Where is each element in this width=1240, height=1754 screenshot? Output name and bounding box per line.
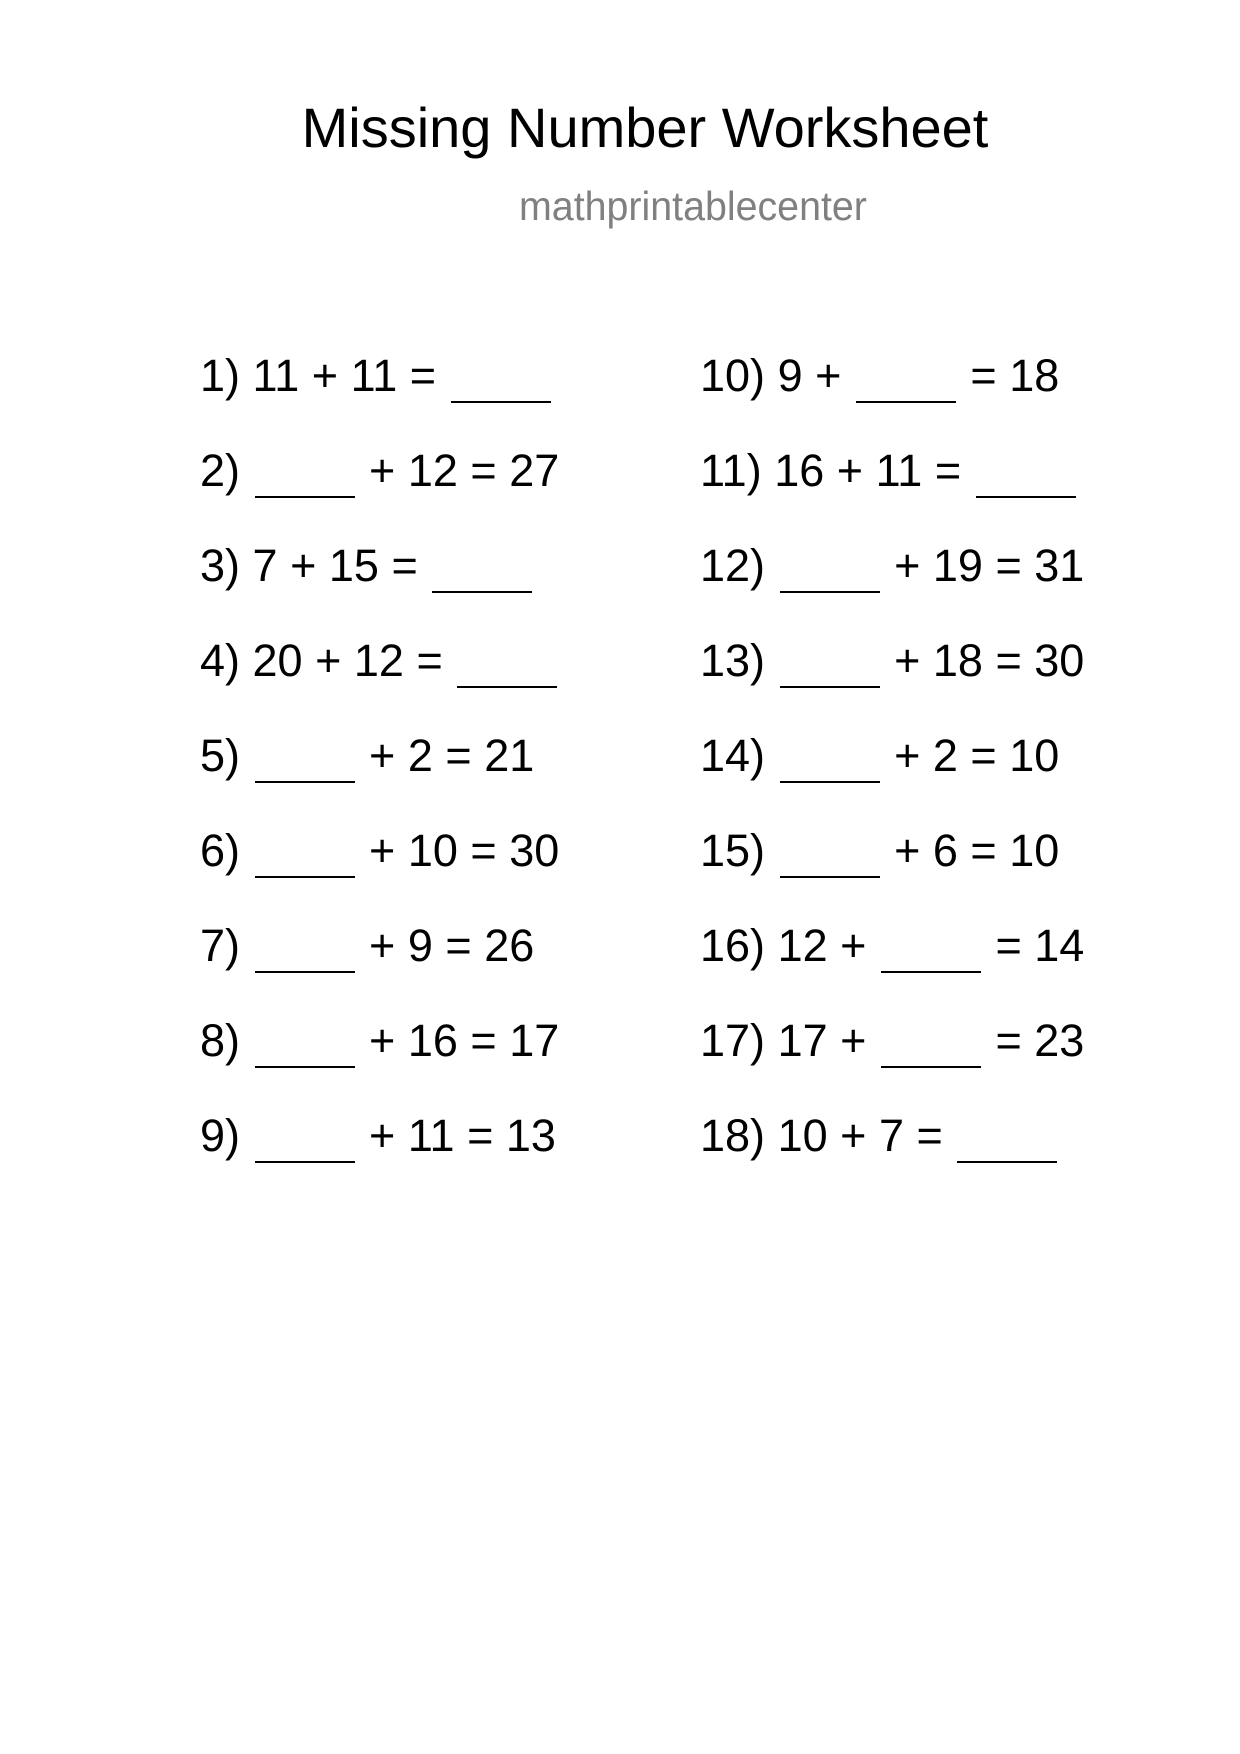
answer-blank[interactable] — [255, 781, 355, 783]
result-value: 26 — [484, 920, 535, 971]
worksheet-subtitle: mathprintablecenter — [519, 183, 867, 229]
problem-row — [700, 346, 1084, 441]
problem-number: 5) — [200, 730, 241, 781]
problem-row — [700, 631, 1084, 726]
result-value: 30 — [1034, 635, 1085, 686]
operand-b: 12 — [407, 445, 458, 496]
equals-sign: = — [470, 825, 497, 876]
answer-blank[interactable] — [255, 1161, 355, 1163]
problem-row — [200, 631, 559, 726]
equals-sign: = — [391, 540, 418, 591]
problem-number: 10) — [700, 350, 766, 401]
problem-row — [200, 1106, 559, 1201]
operator-plus: + — [369, 445, 396, 496]
equals-sign: = — [467, 1110, 494, 1161]
equals-sign: = — [409, 350, 437, 401]
result-value: 17 — [509, 1015, 560, 1066]
problem-row — [700, 536, 1084, 631]
equals-sign: = — [995, 920, 1022, 971]
problem-number: 1) — [200, 350, 241, 401]
operator-plus: + — [369, 1110, 396, 1161]
equals-sign: = — [416, 635, 443, 686]
problem-number: 8) — [200, 1015, 241, 1066]
result-value: 21 — [484, 730, 535, 781]
answer-blank[interactable] — [976, 496, 1076, 498]
problem-number: 2) — [200, 445, 241, 496]
operand-a: 10 — [777, 1110, 828, 1161]
answer-blank[interactable] — [255, 496, 355, 498]
result-value: 27 — [509, 445, 560, 496]
operator-plus: + — [836, 445, 864, 496]
operator-plus: + — [815, 350, 842, 401]
answer-blank[interactable] — [457, 686, 557, 688]
problem-row — [200, 726, 559, 821]
equals-sign: = — [970, 825, 997, 876]
problem-number: 17) — [700, 1015, 766, 1066]
result-value: 30 — [509, 825, 560, 876]
operator-plus: + — [315, 635, 342, 686]
problem-number: 7) — [200, 920, 241, 971]
problem-row — [700, 726, 1084, 821]
result-value: 14 — [1034, 920, 1085, 971]
equals-sign: = — [470, 445, 497, 496]
operand-a: 16 — [774, 445, 825, 496]
operator-plus: + — [369, 920, 396, 971]
problem-row — [200, 821, 559, 916]
problem-number: 9) — [200, 1110, 241, 1161]
operand-a: 7 — [252, 540, 278, 591]
problem-number: 11) — [700, 445, 762, 496]
equals-sign: = — [970, 350, 997, 401]
operator-plus: + — [290, 540, 317, 591]
problem-number: 4) — [200, 635, 241, 686]
result-value: 10 — [1009, 730, 1060, 781]
operator-plus: + — [894, 825, 921, 876]
answer-blank[interactable] — [780, 591, 880, 593]
problem-number: 16) — [700, 920, 766, 971]
result-value: 10 — [1009, 825, 1060, 876]
operand-b: 2 — [407, 730, 433, 781]
problem-number: 18) — [700, 1110, 766, 1161]
operand-a: 20 — [252, 635, 303, 686]
problem-number: 12) — [700, 540, 766, 591]
operand-a: 9 — [777, 350, 803, 401]
problem-number: 6) — [200, 825, 241, 876]
answer-blank[interactable] — [451, 401, 551, 403]
equals-sign: = — [995, 540, 1022, 591]
operand-b: 15 — [328, 540, 379, 591]
answer-blank[interactable] — [255, 1066, 355, 1068]
operator-plus: + — [894, 730, 921, 781]
operand-a: 17 — [777, 1015, 828, 1066]
problem-row — [200, 916, 559, 1011]
answer-blank[interactable] — [881, 1066, 981, 1068]
operand-b: 18 — [932, 635, 983, 686]
answer-blank[interactable] — [856, 401, 956, 403]
operand-b: 9 — [407, 920, 433, 971]
problem-row — [700, 1011, 1084, 1106]
problems-column-left — [200, 346, 559, 1201]
equals-sign: = — [445, 920, 472, 971]
equals-sign: = — [445, 730, 472, 781]
operator-plus: + — [369, 730, 396, 781]
answer-blank[interactable] — [432, 591, 532, 593]
operator-plus: + — [894, 540, 921, 591]
problem-number: 13) — [700, 635, 766, 686]
result-value: 13 — [505, 1110, 556, 1161]
operand-b: 2 — [932, 730, 958, 781]
result-value: 31 — [1034, 540, 1085, 591]
problem-row — [200, 441, 559, 536]
answer-blank[interactable] — [780, 876, 880, 878]
answer-blank[interactable] — [780, 781, 880, 783]
result-value: 18 — [1009, 350, 1060, 401]
answer-blank[interactable] — [255, 971, 355, 973]
operand-a: 12 — [777, 920, 828, 971]
operator-plus: + — [840, 920, 867, 971]
worksheet-title: Missing Number Worksheet — [301, 96, 989, 159]
operator-plus: + — [840, 1110, 867, 1161]
problem-row — [700, 441, 1084, 536]
problems-column-right — [700, 346, 1084, 1201]
operand-b: 6 — [932, 825, 958, 876]
operator-plus: + — [369, 825, 396, 876]
problem-row — [200, 346, 559, 441]
equals-sign: = — [995, 635, 1022, 686]
problem-number: 3) — [200, 540, 241, 591]
equals-sign: = — [934, 445, 962, 496]
operator-plus: + — [369, 1015, 396, 1066]
problem-row — [700, 916, 1084, 1011]
operator-plus: + — [311, 350, 339, 401]
answer-blank[interactable] — [957, 1161, 1057, 1163]
result-value: 23 — [1034, 1015, 1085, 1066]
equals-sign: = — [970, 730, 997, 781]
problem-row — [200, 536, 559, 631]
operand-b: 16 — [407, 1015, 458, 1066]
operand-b: 11 — [350, 350, 398, 401]
answer-blank[interactable] — [255, 876, 355, 878]
equals-sign: = — [470, 1015, 497, 1066]
problem-row — [700, 821, 1084, 916]
problem-number: 15) — [700, 825, 766, 876]
operand-b: 11 — [875, 445, 923, 496]
operand-b: 11 — [407, 1110, 455, 1161]
operator-plus: + — [894, 635, 921, 686]
equals-sign: = — [995, 1015, 1022, 1066]
problem-number: 14) — [700, 730, 766, 781]
problem-row — [200, 1011, 559, 1106]
operator-plus: + — [840, 1015, 867, 1066]
operand-b: 19 — [932, 540, 983, 591]
operand-b: 12 — [353, 635, 404, 686]
problem-row — [700, 1106, 1084, 1201]
operand-b: 10 — [407, 825, 458, 876]
operand-a: 11 — [252, 350, 300, 401]
operand-b: 7 — [878, 1110, 904, 1161]
answer-blank[interactable] — [881, 971, 981, 973]
equals-sign: = — [916, 1110, 943, 1161]
answer-blank[interactable] — [780, 686, 880, 688]
